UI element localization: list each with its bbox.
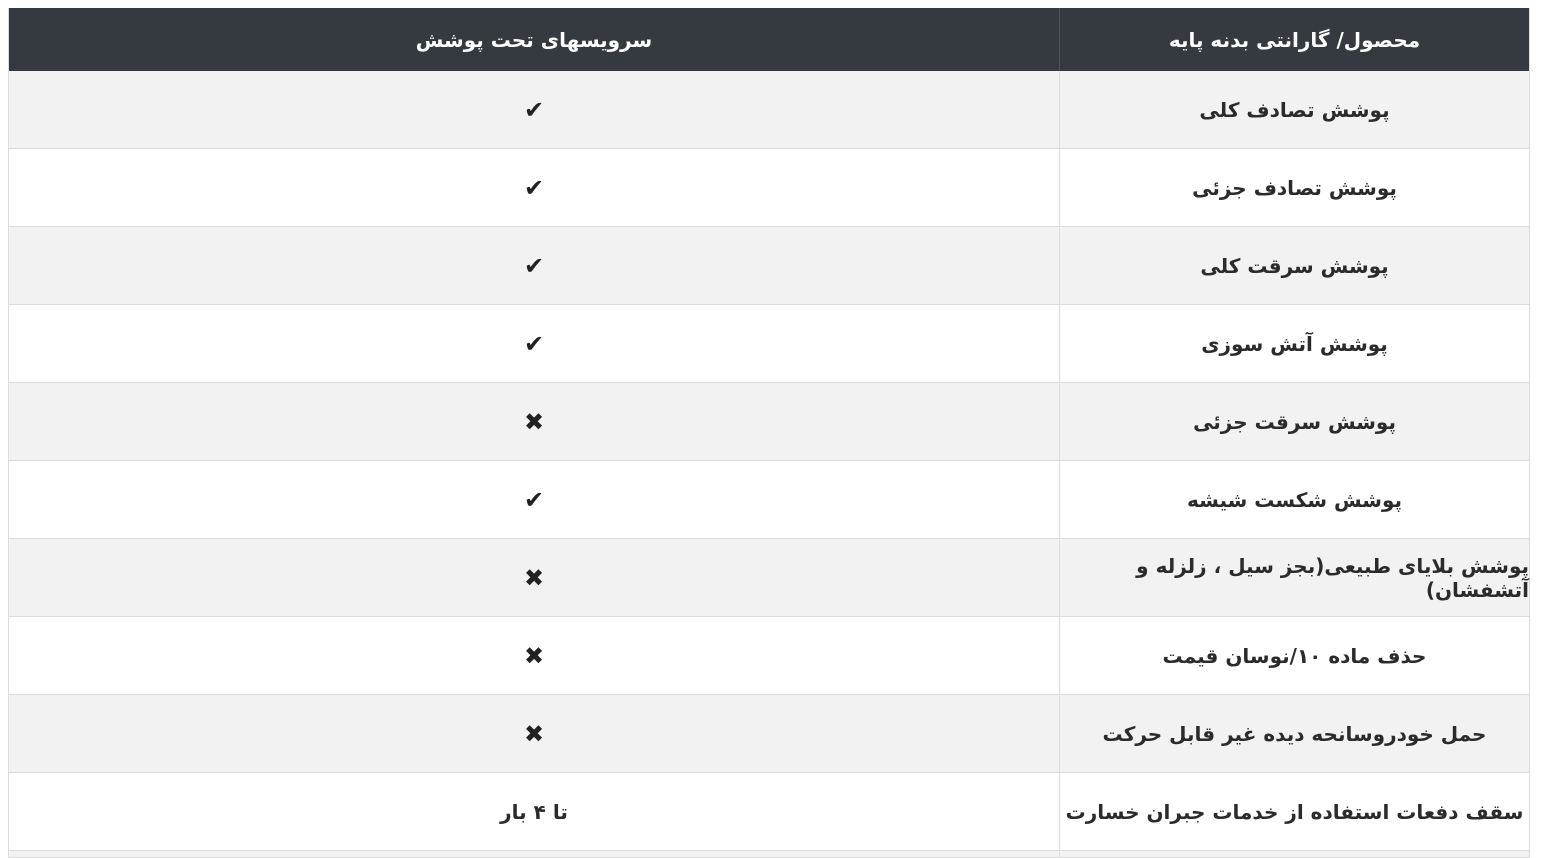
table-row xyxy=(9,305,1529,383)
row-label: پوشش تصادف کلی xyxy=(1059,71,1529,148)
table-row xyxy=(9,851,1529,857)
cross-icon: ✖ xyxy=(523,563,545,592)
table-row xyxy=(9,227,1529,305)
table-row xyxy=(9,149,1529,227)
table-row xyxy=(9,461,1529,539)
row-label: پوشش بلایای طبیعی(بجز سیل ، زلزله و آتشفشان) xyxy=(1059,539,1529,616)
table-row xyxy=(9,773,1529,851)
row-value: تا ۴ بار xyxy=(500,799,568,824)
row-label: حمل خودروسانحه دیده غیر قابل حرکت xyxy=(1059,695,1529,772)
check-icon: ✔ xyxy=(523,173,545,202)
cross-icon: ✖ xyxy=(523,641,545,670)
row-label: پوشش سرقت جزئی xyxy=(1059,383,1529,460)
row-label: پوشش شکست شیشه xyxy=(1059,461,1529,538)
header-product: محصول/ گارانتی بدنه پایه xyxy=(1059,8,1529,71)
row-label: پوشش تصادف جزئی xyxy=(1059,149,1529,226)
cross-icon: ✖ xyxy=(523,407,545,436)
cross-icon: ✖ xyxy=(523,719,545,748)
header-services: سرویسهای تحت پوشش xyxy=(415,27,653,52)
check-icon: ✔ xyxy=(523,95,545,124)
table-row xyxy=(9,539,1529,617)
check-icon: ✔ xyxy=(523,485,545,514)
table-row xyxy=(9,71,1529,149)
row-label xyxy=(1059,851,1529,857)
row-label: پوشش سرقت کلی xyxy=(1059,227,1529,304)
check-icon: ✔ xyxy=(523,251,545,280)
check-icon: ✔ xyxy=(523,329,545,358)
row-label: پوشش آتش سوزی xyxy=(1059,305,1529,382)
table-row xyxy=(9,617,1529,695)
row-value xyxy=(9,851,1059,857)
table-row xyxy=(9,383,1529,461)
table-header xyxy=(9,8,1529,71)
table-row xyxy=(9,695,1529,773)
row-label: سقف دفعات استفاده از خدمات جبران خسارت xyxy=(1059,773,1529,850)
coverage-table xyxy=(8,8,1530,858)
row-label: حذف ماده ۱۰/نوسان قیمت xyxy=(1059,617,1529,694)
